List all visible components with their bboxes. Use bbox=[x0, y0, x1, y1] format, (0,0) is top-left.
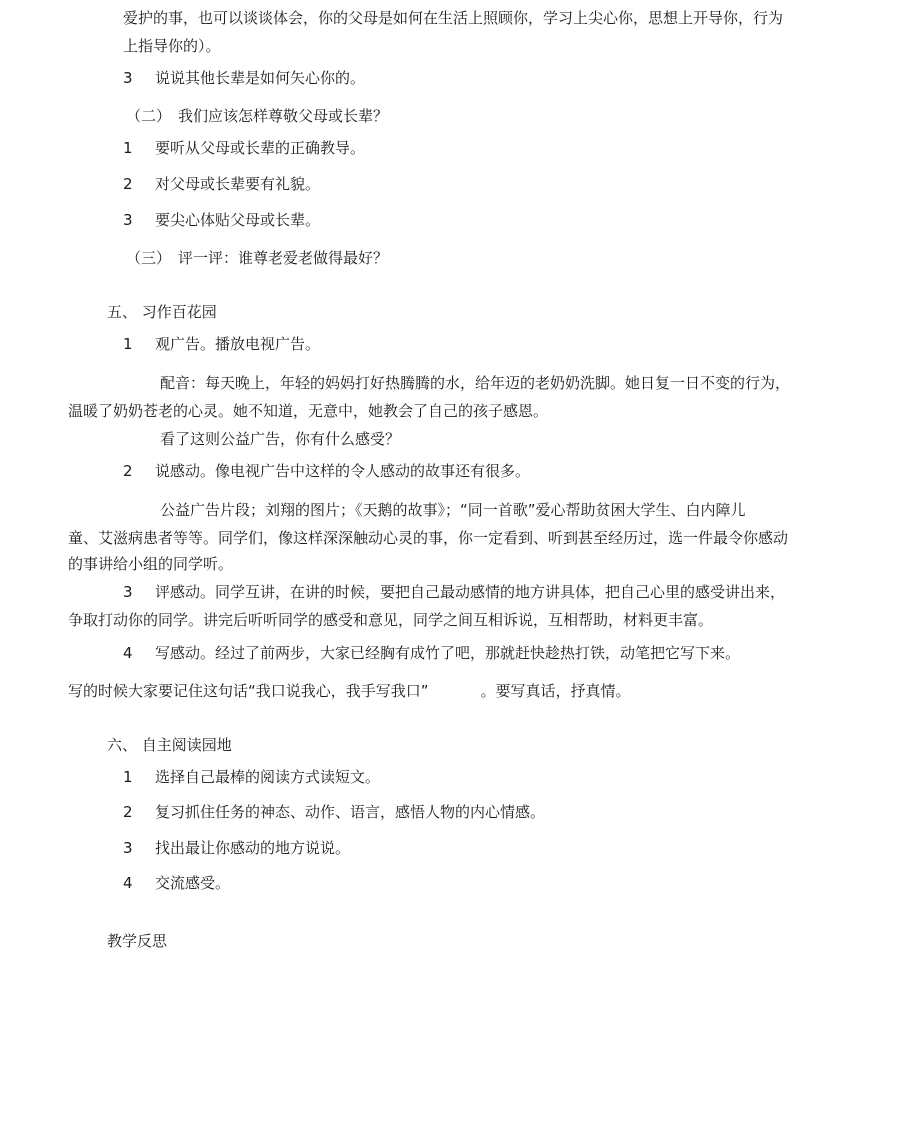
list-item bbox=[123, 873, 230, 893]
item-number: 3 bbox=[123, 839, 133, 857]
item-text: 说说其他长辈是如何矢心你的。 bbox=[155, 69, 366, 87]
item-text: 观广告。播放电视广告。 bbox=[155, 335, 321, 353]
item-text: 找出最让你感动的地方说说。 bbox=[155, 839, 351, 857]
item-text: 评感动。同学互讲，在讲的时候，要把自己最动感情的地方讲具体，把自己心里的感受讲出来， bbox=[155, 583, 786, 601]
list-item bbox=[123, 68, 365, 88]
subsection-marker: （三） bbox=[126, 249, 172, 267]
subsection-marker: （二） bbox=[126, 107, 172, 125]
paragraph-line: 爱护的事，也可以谈谈体会，你的父母是如何在生活上照顾你，学习上尖心你，思想上开导你，行为 bbox=[123, 9, 784, 27]
item-text: 要尖心体贴父母或长辈。 bbox=[155, 211, 321, 229]
item-number: 2 bbox=[123, 803, 133, 821]
list-item bbox=[123, 643, 740, 663]
list-item bbox=[123, 210, 320, 230]
item-text: 复习抓住任务的神态、动作、语言，感悟人物的内心情感。 bbox=[155, 803, 546, 821]
list-item bbox=[123, 138, 365, 158]
item-text: 要听从父母或长辈的正确教导。 bbox=[155, 139, 366, 157]
paragraph-line: 上指导你的）。 bbox=[123, 37, 221, 55]
item-number: 4 bbox=[123, 644, 133, 662]
subsection-heading bbox=[126, 106, 388, 126]
paragraph-line: 童、艾滋病患者等等。同学们，像这样深深触动心灵的事，你一定看到、听到甚至经历过，选一件最令你感动 bbox=[68, 529, 789, 547]
item-text: 交流感受。 bbox=[155, 874, 231, 892]
list-item bbox=[123, 334, 320, 354]
list-item bbox=[123, 582, 785, 602]
paragraph-line: 温暖了奶奶苍老的心灵。她不知道，无意中，她教会了自己的孩子感恩。 bbox=[68, 402, 549, 420]
paragraph-line bbox=[68, 681, 631, 701]
subsection-heading bbox=[126, 248, 388, 268]
paragraph-line: 配音：每天晚上，年轻的妈妈打好热腾腾的水，给年迈的老奶奶洗脚。她日复一日不变的行为， bbox=[160, 374, 791, 392]
item-number: 4 bbox=[123, 874, 133, 892]
item-number: 1 bbox=[123, 139, 133, 157]
item-number: 3 bbox=[123, 211, 133, 229]
list-item bbox=[123, 767, 380, 787]
subsection-title: 评一评：谁尊老爱老做得最好？ bbox=[178, 249, 389, 267]
list-item bbox=[123, 174, 320, 194]
item-text: 选择自己最棒的阅读方式读短文。 bbox=[155, 768, 381, 786]
quote-text: 写的时候大家要记住这句话“我口说我心，我手写我口” bbox=[68, 682, 429, 700]
item-number: 2 bbox=[123, 462, 133, 480]
item-text: 写感动。经过了前两步，大家已经胸有成竹了吧，那就赶快趁热打铁，动笔把它写下来。 bbox=[155, 644, 741, 662]
item-text: 对父母或长辈要有礼貌。 bbox=[155, 175, 321, 193]
item-number: 2 bbox=[123, 175, 133, 193]
item-number: 3 bbox=[123, 69, 133, 87]
paragraph-line: 争取打动你的同学。讲完后听听同学的感受和意见，同学之间互相诉说，互相帮助，材料更丰富。 bbox=[68, 611, 714, 629]
item-text: 说感动。像电视广告中这样的令人感动的故事还有很多。 bbox=[155, 462, 531, 480]
item-number: 3 bbox=[123, 583, 133, 601]
paragraph-line: 看了这则公益广告，你有什么感受？ bbox=[160, 430, 401, 448]
list-item bbox=[123, 838, 350, 858]
closing-text: 。要写真话，抒真情。 bbox=[480, 682, 631, 700]
reflection-heading: 教学反思 bbox=[107, 932, 168, 950]
list-item bbox=[123, 802, 545, 822]
paragraph-line: 公益广告片段；刘翔的图片；《天鹅的故事》；“同一首歌”爱心帮助贫困大学生、白内障儿 bbox=[160, 501, 746, 519]
paragraph-line: 的事讲给小组的同学听。 bbox=[68, 555, 234, 573]
section-heading: 五、 习作百花园 bbox=[107, 303, 217, 321]
section-heading: 六、 自主阅读园地 bbox=[107, 736, 232, 754]
item-number: 1 bbox=[123, 335, 133, 353]
list-item bbox=[123, 461, 530, 481]
item-number: 1 bbox=[123, 768, 133, 786]
subsection-title: 我们应该怎样尊敬父母或长辈？ bbox=[178, 107, 389, 125]
